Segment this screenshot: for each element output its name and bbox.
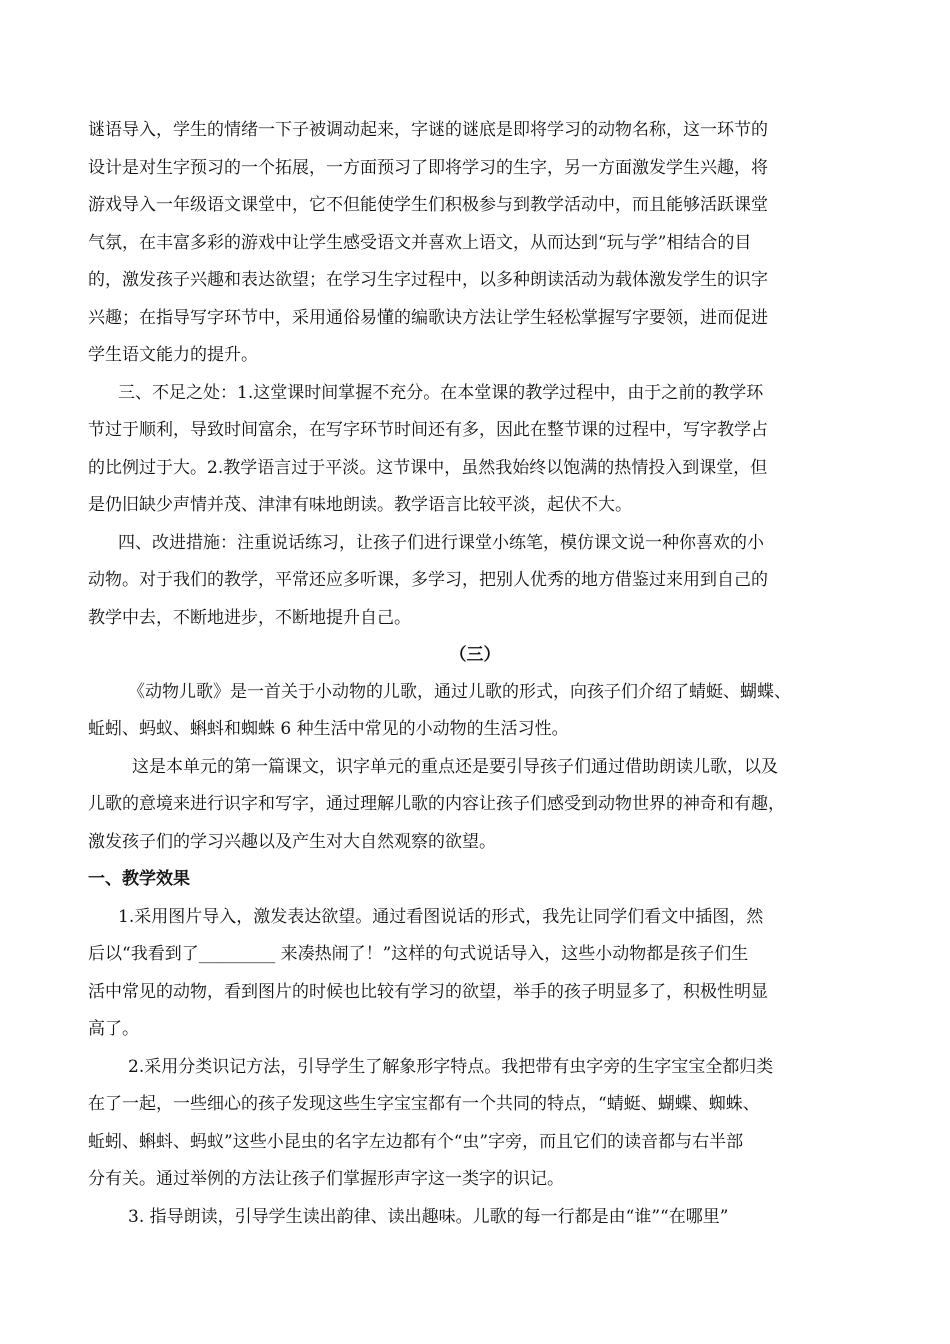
intro-line: 《动物儿歌》是一首关于小动物的儿歌，通过儿歌的形式，向孩子们介绍了蜻蜓、蝴蝶、 (128, 682, 791, 702)
effect1-line: 后以“我看到了_________ 来凑热闹了！”这样的句式说话导入，这些小动物都是孩子们生 (88, 944, 749, 964)
intro-line: 这是本单元的第一篇课文，识字单元的重点还是要引导孩子们通过借助朗读儿歌，以及 (132, 757, 778, 777)
shortcomings-line: 节过于顺利，导致时间富余，在写字环节时间还有多，因此在整节课的过程中，写字教学占 (88, 420, 768, 440)
shortcomings-line: 的比例过于大。2.教学语言过于平淡。这节课中，虽然我始终以饱满的热情投入到课堂，但 (88, 458, 768, 478)
improvements-line: 四、改进措施：注重说话练习，让孩子们进行课堂小练笔，模仿课文说一种你喜欢的小 (118, 533, 764, 553)
intro-line: 蚯蚓、蚂蚁、蝌蚪和蜘蛛 6 种生活中常见的小动物的生活习性。 (88, 719, 569, 739)
intro-line: 激发孩子们的学习兴趣以及产生对大自然观察的欲望。 (88, 832, 496, 852)
paragraph-line: 兴趣；在指导写字环节中，采用通俗易懂的编歌诀方法让学生轻松掌握写字要领，进而促进 (88, 308, 768, 328)
paragraph-line: 气氛，在丰富多彩的游戏中让学生感受语文并喜欢上语文，从而达到“玩与学”相结合的目 (88, 233, 752, 253)
intro-line: 儿歌的意境来进行识字和写字，通过理解儿歌的内容让孩子们感受到动物世界的神奇和有趣， (88, 794, 785, 814)
effect2-line: 蚯蚓、蝌蚪、蚂蚁”这些小昆虫的名字左边都有个“虫”字旁，而且它们的读音都与右半部 (88, 1132, 744, 1152)
paragraph-line: 的，激发孩子兴趣和表达欲望；在学习生字过程中，以多种朗读活动为载体激发学生的识字 (88, 270, 768, 290)
paragraph-line: 设计是对生字预习的一个拓展，一方面预习了即将学习的生字，另一方面激发学生兴趣，将 (88, 158, 768, 178)
shortcomings-line: 三、不足之处：1.这堂课时间掌握不充分。在本堂课的教学过程中，由于之前的教学环 (118, 383, 764, 403)
effect1-line: 活中常见的动物，看到图片的时候也比较有学习的欲望，举手的孩子明显多了，积极性明显 (88, 982, 768, 1002)
improvements-line: 动物。对于我们的教学，平常还应多听课，多学习，把别人优秀的地方借鉴过来用到自己的 (88, 570, 768, 590)
effect2-line: 在了一起，一些细心的孩子发现这些生字宝宝都有一个共同的特点，“蜻蜓、蝴蝶、蜘蛛、 (88, 1094, 760, 1114)
paragraph-line: 游戏导入一年级语文课堂中，它不但能使学生们积极参与到教学活动中，而且能够活跃课堂 (88, 195, 768, 215)
effect2-line: 2.采用分类识记方法，引导学生了解象形字特点。我把带有虫字旁的生字宝宝全都归类 (128, 1057, 774, 1077)
paragraph-line: 谜语导入，学生的情绪一下子被调动起来，字谜的谜底是即将学习的动物名称，这一环节的 (88, 120, 768, 140)
effect1-line: 1.采用图片导入，激发表达欲望。通过看图说话的形式，我先让同学们看文中插图，然 (118, 907, 764, 927)
improvements-line: 教学中去，不断地进步，不断地提升自己。 (88, 608, 411, 628)
section-heading: （三） (449, 645, 501, 665)
paragraph-line: 学生语文能力的提升。 (88, 345, 258, 365)
effects-heading: 一、教学效果 (88, 869, 190, 889)
effect3-line: 3. 指导朗读，引导学生读出韵律、读出趣味。儿歌的每一行都是由“谁”“在哪里” (128, 1207, 729, 1227)
effect2-line: 分有关。通过举例的方法让孩子们掌握形声字这一类字的识记。 (88, 1169, 564, 1189)
shortcomings-line: 是仍旧缺少声情并茂、津津有味地朗读。教学语言比较平淡，起伏不大。 (88, 495, 632, 515)
effect1-line: 高了。 (88, 1019, 139, 1039)
